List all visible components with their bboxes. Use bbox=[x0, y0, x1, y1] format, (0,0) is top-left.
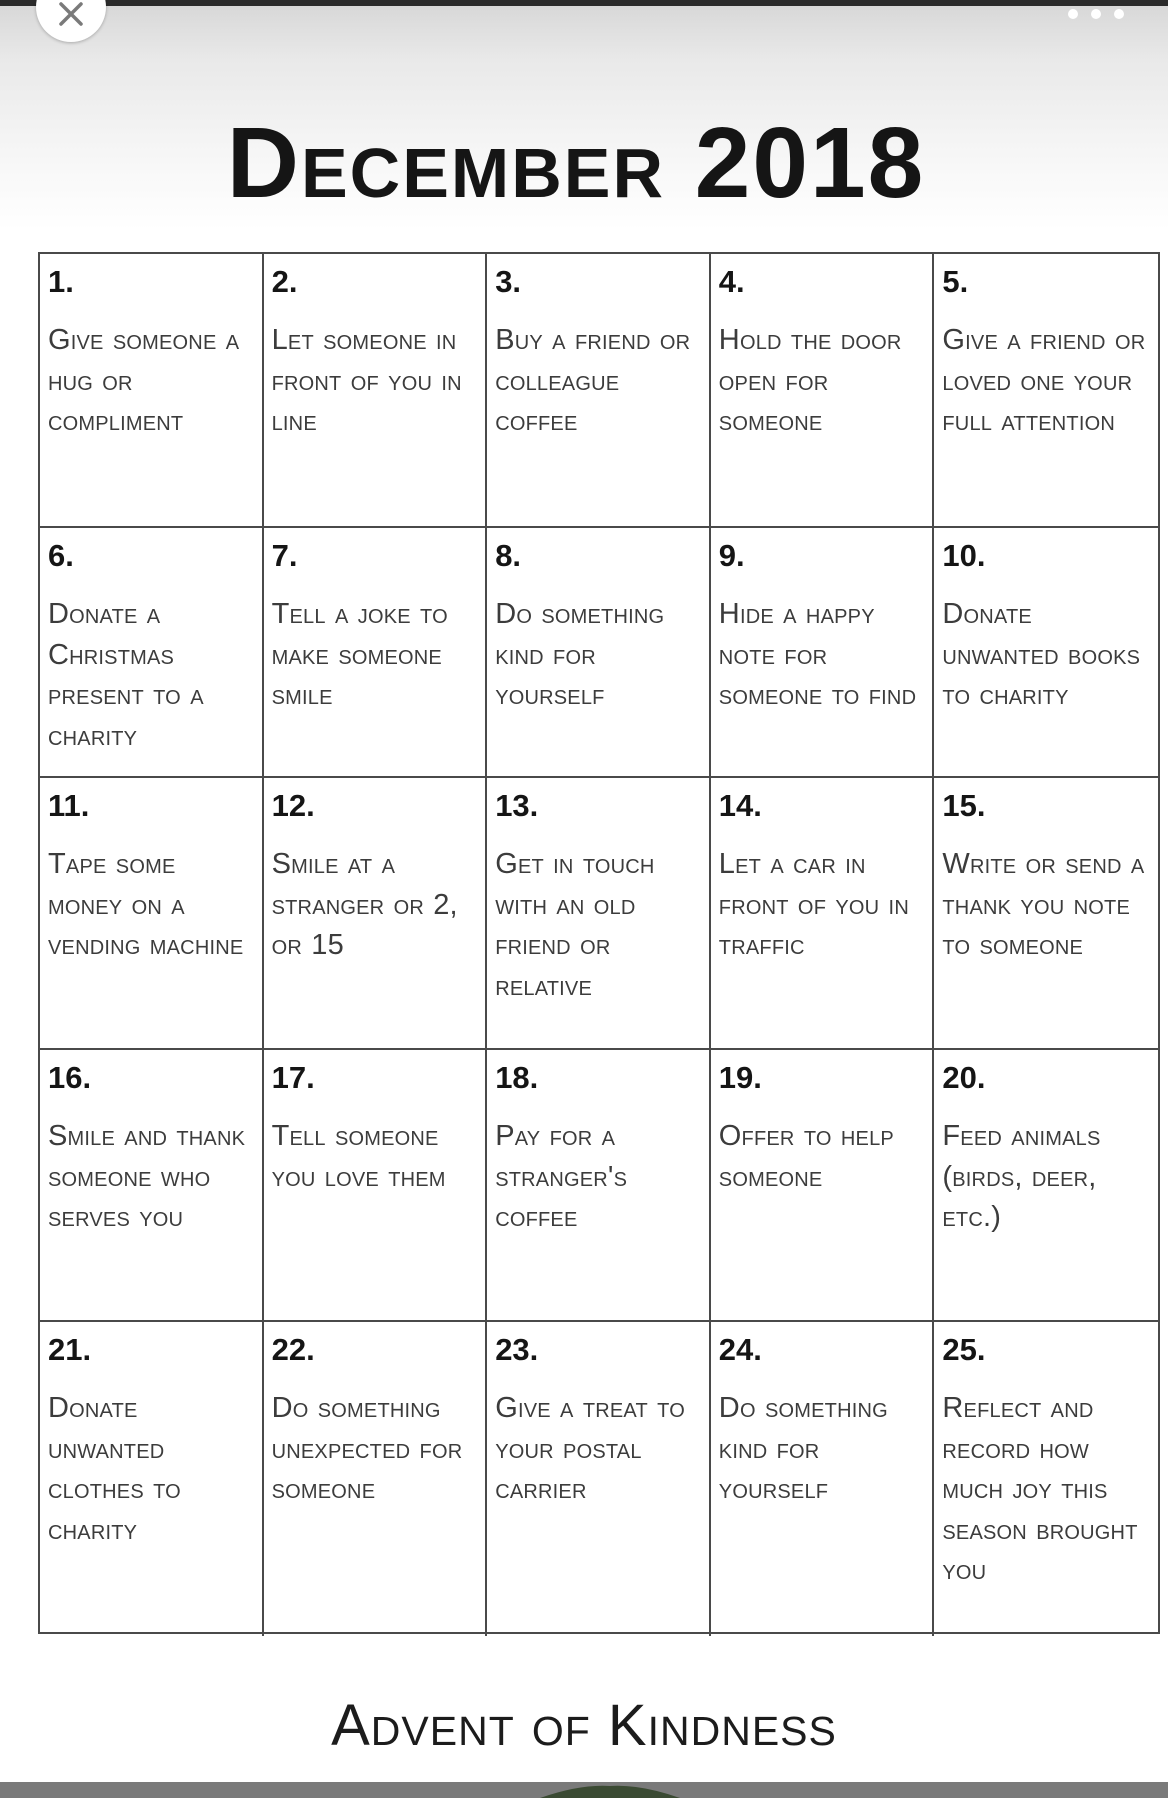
viewer-top-edge bbox=[0, 0, 1168, 6]
day-cell bbox=[264, 1050, 488, 1322]
day-cell bbox=[487, 254, 711, 528]
day-number: 9. bbox=[718, 538, 745, 573]
day-cell bbox=[934, 528, 1158, 778]
day-number: 6. bbox=[48, 538, 74, 573]
day-number: 19. bbox=[718, 1060, 762, 1095]
day-task: Tape some money on a vending machine bbox=[48, 848, 244, 961]
day-number: 24. bbox=[718, 1332, 762, 1367]
day-cell bbox=[711, 528, 935, 778]
day-cell bbox=[487, 778, 711, 1050]
day-task: Tell a joke to make someone smile bbox=[271, 598, 448, 711]
more-dots-icon bbox=[1091, 9, 1101, 19]
day-number: 23. bbox=[495, 1332, 539, 1367]
day-number: 1. bbox=[48, 264, 74, 299]
day-cell bbox=[711, 1322, 935, 1636]
day-number: 4. bbox=[718, 264, 745, 299]
day-cell bbox=[40, 1322, 264, 1636]
day-cell bbox=[40, 778, 264, 1050]
day-cell bbox=[264, 254, 488, 528]
day-task: Reflect and record how much joy this season brought you bbox=[942, 1392, 1138, 1586]
day-task: Pay for a stranger's coffee bbox=[495, 1120, 628, 1233]
day-task: Do something kind for yourself bbox=[718, 1392, 888, 1505]
day-cell bbox=[934, 1322, 1158, 1636]
day-cell bbox=[264, 1322, 488, 1636]
day-task: Smile at a stranger or 2, or 15 bbox=[271, 848, 458, 961]
day-cell bbox=[487, 1050, 711, 1322]
day-number: 20. bbox=[942, 1060, 986, 1095]
day-number: 2. bbox=[271, 264, 298, 299]
day-task: Offer to help someone bbox=[718, 1120, 894, 1193]
day-cell bbox=[934, 778, 1158, 1050]
day-number: 5. bbox=[942, 264, 969, 299]
decoration-sprig-icon bbox=[520, 1782, 700, 1798]
day-number: 16. bbox=[48, 1060, 92, 1095]
day-task: Get in touch with an old friend or relative bbox=[495, 848, 655, 1002]
day-cell bbox=[40, 528, 264, 778]
day-task: Donate unwanted books to charity bbox=[942, 598, 1141, 711]
more-options-button[interactable] bbox=[1068, 2, 1124, 26]
day-task: Write or send a thank you note to someone bbox=[942, 848, 1145, 961]
day-number: 8. bbox=[495, 538, 522, 573]
day-number: 18. bbox=[495, 1060, 539, 1095]
more-dots-icon bbox=[1068, 9, 1078, 19]
more-dots-icon bbox=[1114, 9, 1124, 19]
day-number: 10. bbox=[942, 538, 986, 573]
day-cell bbox=[264, 778, 488, 1050]
day-number: 15. bbox=[942, 788, 986, 823]
day-task: Do something kind for yourself bbox=[495, 598, 665, 711]
day-task: Buy a friend or colleague coffee bbox=[495, 324, 691, 437]
day-cell bbox=[711, 778, 935, 1050]
day-task: Do something unexpected for someone bbox=[271, 1392, 463, 1505]
day-number: 21. bbox=[48, 1332, 92, 1367]
day-cell bbox=[40, 254, 264, 528]
day-number: 3. bbox=[495, 264, 522, 299]
day-task: Let a car in front of you in traffic bbox=[718, 848, 909, 961]
day-cell bbox=[264, 528, 488, 778]
day-number: 13. bbox=[495, 788, 539, 823]
day-cell bbox=[934, 254, 1158, 528]
close-icon bbox=[57, 0, 85, 28]
day-cell bbox=[487, 1322, 711, 1636]
day-cell bbox=[934, 1050, 1158, 1322]
day-number: 12. bbox=[271, 788, 315, 823]
day-task: Give a friend or loved one your full attention bbox=[942, 324, 1146, 437]
day-task: Hold the door open for someone bbox=[718, 324, 902, 437]
day-task: Hide a happy note for someone to find bbox=[718, 598, 917, 711]
day-task: Feed animals (birds, deer, etc.) bbox=[942, 1120, 1101, 1233]
day-task: Let someone in front of you in line bbox=[271, 324, 462, 437]
day-number: 25. bbox=[942, 1332, 986, 1367]
calendar-title: December 2018 bbox=[226, 107, 926, 219]
day-task: Tell someone you love them bbox=[271, 1120, 446, 1193]
day-number: 7. bbox=[271, 538, 298, 573]
day-cell bbox=[40, 1050, 264, 1322]
day-number: 22. bbox=[271, 1332, 315, 1367]
advent-calendar-grid bbox=[38, 252, 1160, 1634]
day-task: Give someone a hug or compliment bbox=[48, 324, 240, 437]
day-cell bbox=[487, 528, 711, 778]
day-cell bbox=[711, 1050, 935, 1322]
day-task: Smile and thank someone who serves you bbox=[48, 1120, 246, 1233]
day-cell bbox=[711, 254, 935, 528]
day-task: Donate unwanted clothes to charity bbox=[48, 1392, 181, 1546]
day-task: Give a treat to your postal carrier bbox=[495, 1392, 685, 1505]
day-number: 17. bbox=[271, 1060, 315, 1095]
day-number: 14. bbox=[718, 788, 762, 823]
day-task: Donate a Christmas present to a charity bbox=[48, 598, 204, 752]
day-number: 11. bbox=[48, 788, 90, 823]
calendar-footer-title: Advent of Kindness bbox=[331, 1693, 837, 1758]
